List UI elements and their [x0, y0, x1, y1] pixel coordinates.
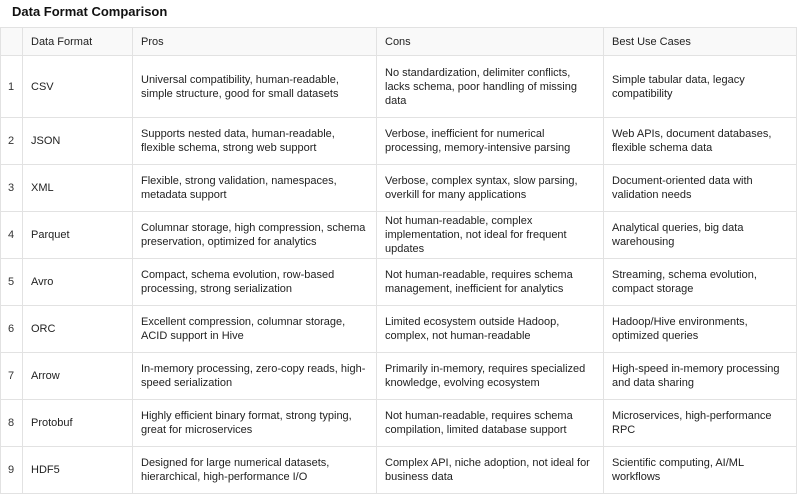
use-case-cell: Simple tabular data, legacy compatibility [604, 56, 797, 118]
pros-cell: Supports nested data, human-readable, flexible schema, strong web support [133, 118, 377, 165]
row-index: 5 [1, 259, 23, 306]
header-data-format: Data Format [23, 28, 133, 56]
table-row [1, 165, 797, 212]
cons-cell: No standardization, delimiter conflicts, lacks schema, poor handling of missing data [377, 56, 604, 118]
row-index: 1 [1, 56, 23, 118]
table-row [1, 56, 797, 118]
cons-cell: Not human-readable, requires schema compilation, limited database support [377, 400, 604, 447]
use-case-cell: Streaming, schema evolution, compact storage [604, 259, 797, 306]
header-pros: Pros [133, 28, 377, 56]
table-row [1, 212, 797, 259]
pros-cell: Columnar storage, high compression, schema preservation, optimized for analytics [133, 212, 377, 259]
format-cell: ORC [23, 306, 133, 353]
cons-cell: Not human-readable, requires schema management, inefficient for analytics [377, 259, 604, 306]
table-row [1, 306, 797, 353]
comparison-table [0, 27, 797, 494]
header-cons: Cons [377, 28, 604, 56]
cons-cell: Complex API, niche adoption, not ideal for business data [377, 447, 604, 494]
header-best-use-cases: Best Use Cases [604, 28, 797, 56]
use-case-cell: Document-oriented data with validation needs [604, 165, 797, 212]
format-cell: JSON [23, 118, 133, 165]
format-cell: HDF5 [23, 447, 133, 494]
format-cell: Parquet [23, 212, 133, 259]
cons-cell: Primarily in-memory, requires specialized knowledge, evolving ecosystem [377, 353, 604, 400]
pros-cell: Flexible, strong validation, namespaces, metadata support [133, 165, 377, 212]
table-row [1, 259, 797, 306]
use-case-cell: Web APIs, document databases, flexible schema data [604, 118, 797, 165]
format-cell: CSV [23, 56, 133, 118]
cons-cell: Limited ecosystem outside Hadoop, complex, not human-readable [377, 306, 604, 353]
header-row [1, 28, 797, 56]
pros-cell: Excellent compression, columnar storage, ACID support in Hive [133, 306, 377, 353]
table-row [1, 118, 797, 165]
pros-cell: Compact, schema evolution, row-based processing, strong serialization [133, 259, 377, 306]
pros-cell: Highly efficient binary format, strong typing, great for microservices [133, 400, 377, 447]
pros-cell: In-memory processing, zero-copy reads, high-speed serialization [133, 353, 377, 400]
row-index: 9 [1, 447, 23, 494]
use-case-cell: Microservices, high-performance RPC [604, 400, 797, 447]
table-row [1, 353, 797, 400]
page-title: Data Format Comparison [12, 4, 168, 19]
row-index: 7 [1, 353, 23, 400]
use-case-cell: High-speed in-memory processing and data sharing [604, 353, 797, 400]
pros-cell: Universal compatibility, human-readable, simple structure, good for small datasets [133, 56, 377, 118]
format-cell: Avro [23, 259, 133, 306]
header-index [1, 28, 23, 56]
format-cell: XML [23, 165, 133, 212]
row-index: 4 [1, 212, 23, 259]
format-cell: Arrow [23, 353, 133, 400]
use-case-cell: Hadoop/Hive environments, optimized queries [604, 306, 797, 353]
cons-cell: Not human-readable, complex implementation, not ideal for frequent updates [377, 212, 604, 259]
row-index: 3 [1, 165, 23, 212]
pros-cell: Designed for large numerical datasets, hierarchical, high-performance I/O [133, 447, 377, 494]
format-cell: Protobuf [23, 400, 133, 447]
row-index: 6 [1, 306, 23, 353]
cons-cell: Verbose, complex syntax, slow parsing, overkill for many applications [377, 165, 604, 212]
cons-cell: Verbose, inefficient for numerical processing, memory-intensive parsing [377, 118, 604, 165]
row-index: 8 [1, 400, 23, 447]
table-row [1, 447, 797, 494]
use-case-cell: Analytical queries, big data warehousing [604, 212, 797, 259]
use-case-cell: Scientific computing, AI/ML workflows [604, 447, 797, 494]
table-row [1, 400, 797, 447]
row-index: 2 [1, 118, 23, 165]
